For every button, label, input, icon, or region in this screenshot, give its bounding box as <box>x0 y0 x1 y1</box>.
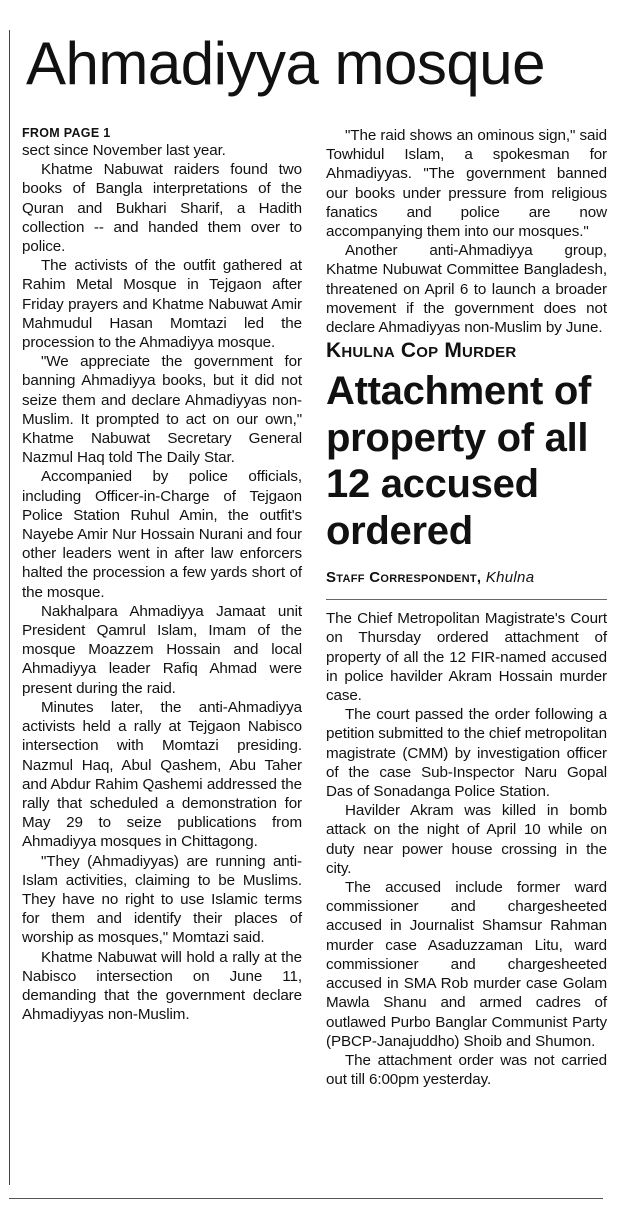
paragraph: Havilder Akram was killed in bomb attack on the night of April 10 while on duty near power house crossing in the city. <box>326 802 607 877</box>
paragraph: The activists of the outfit gathered at Rahim Metal Mosque in Tejgaon after Friday prayers and Khatme Nabuwat Amir Mahmudul Hasan Momtazi led the procession to the Ahmadiyya mosque. <box>22 257 302 352</box>
paragraph: The attachment order was not carried out till 6:00pm yesterday. <box>326 1051 607 1089</box>
right-column <box>326 126 607 1089</box>
byline-place: Khulna <box>485 569 535 587</box>
story-kicker: Khulna Cop Murder <box>326 339 517 363</box>
paragraph: sect since November last year. <box>22 142 226 159</box>
paragraph: Khatme Nabuwat raiders found two books of Bangla interpretations of the Quran and Bukhari Sharif, a Hadith collection -- and handed them over to police. <box>22 161 302 256</box>
paragraph: Accompanied by police officials, including Officer-in-Charge of Tejgaon Police Station Ruhul Amin, the outfit's Nayebe Amir Nur Hossain Nurani and four other leaders went in after law enforcers halted the procession a few yards short of the mosque. <box>22 468 302 601</box>
bottom-border-rule <box>9 1198 603 1199</box>
left-column <box>22 126 302 1024</box>
byline-divider <box>326 599 607 600</box>
byline <box>326 568 607 587</box>
paragraph: Nakhalpara Ahmadiyya Jamaat unit President Qamrul Islam, Imam of the mosque Moazzem Hossain and local Ahmadiyya leader Rafiq Ahmad were present during the raid. <box>22 602 302 697</box>
paragraph: "The raid shows an ominous sign," said Towhidul Islam, a spokesman for Ahmadiyyas. "The government banned our books under pressure from religious fanatics and police are now accompanying them into our mosques." <box>326 127 607 241</box>
paragraph: The accused include former ward commissioner and chargesheeted accused in Journalist Shamsur Rahman murder case Asaduzzaman Litu, ward commissioner and chargesheeted accused in SMA Rob murder case Golam Mawla Shanu and armed cadres of outlawed Purbo Banglar Communist Party (PBCP-Janajuddho) Shoib and Shumon. <box>326 879 607 1050</box>
from-page-label: FROM PAGE 1 <box>22 126 111 140</box>
paragraph: "They (Ahmadiyyas) are running anti-Islam activities, claiming to be Muslims. They have no right to use Islamic terms for them and identify their places of worship as mosques," Momtazi said. <box>22 852 302 947</box>
paragraph: Another anti-Ahmadiyya group, Khatme Nubuwat Committee Bangladesh, threatened on April 6 to launch a broader movement if the government does not declare Ahmadiyyas non-Muslim by June. <box>326 242 607 337</box>
paragraph: The court passed the order following a petition submitted to the chief metropolitan magistrate (CMM) by investigation officer of the case Sub-Inspector Naru Gopal Das of Sonadanga Police Station. <box>326 706 607 801</box>
paragraph: The Chief Metropolitan Magistrate's Court on Thursday ordered attachment of property of all the 12 FIR-named accused in police havilder Akram Hossain murder case. <box>326 610 607 705</box>
left-border-rule <box>9 30 10 1185</box>
byline-author: Staff Correspondent, <box>326 569 482 587</box>
paragraph: Khatme Nabuwat will hold a rally at the Nabisco intersection on June 11, demanding that the government declare Ahmadiyyas non-Muslim. <box>22 948 302 1024</box>
story-headline: Attachment of property of all 12 accused ordered <box>326 369 591 553</box>
headline: Ahmadiyya mosque <box>26 30 545 97</box>
paragraph: "We appreciate the government for banning Ahmadiyya books, but it did not seize them and declare Ahmadiyyas non-Muslim. It prompted to act on our own," Khatme Nabuwat Secretary General Nazmul Haq told The Daily Star. <box>22 353 302 467</box>
paragraph: Minutes later, the anti-Ahmadiyya activists held a rally at Tejgaon Nabisco intersection with Momtazi presiding. Nazmul Haq, Abul Qashem, Abu Taher and Abdur Rahim Qashemi addressed the rally that scheduled a demonstration for May 29 to seize publications from Ahmadiyya mosques in Chittagong. <box>22 698 302 851</box>
